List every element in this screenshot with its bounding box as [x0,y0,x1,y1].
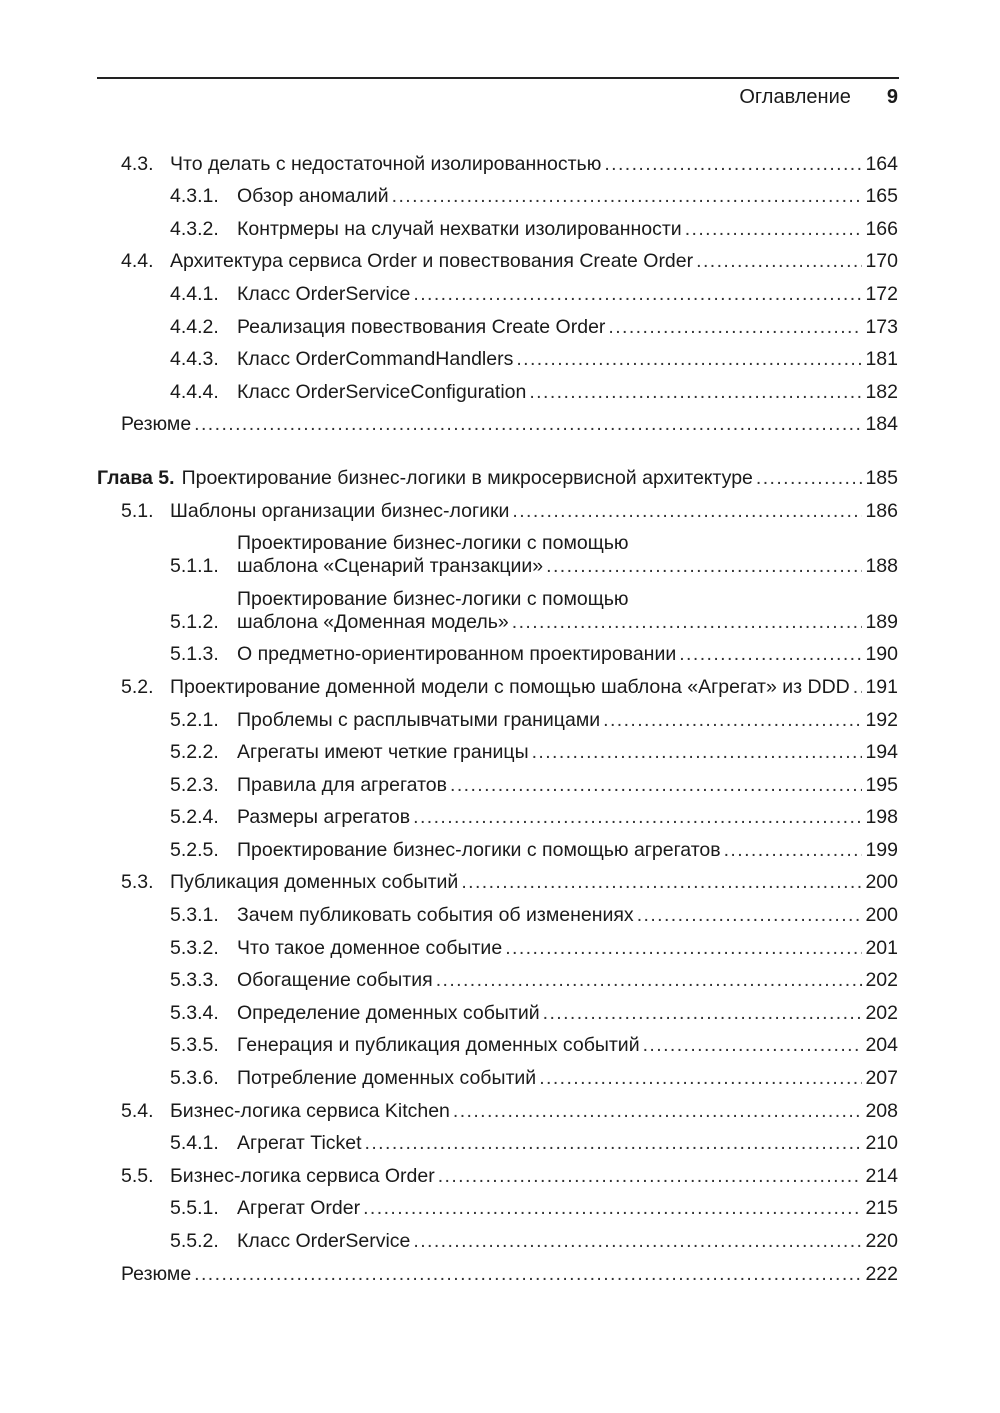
toc-entry [97,523,898,579]
toc-entry [97,490,898,523]
toc-entry-number: 5.2.5. [170,838,219,861]
dot-leader [436,969,863,992]
toc-entry [97,1090,898,1123]
dot-leader [539,1067,862,1090]
dot-leader [365,1132,863,1155]
toc-entry [97,176,898,209]
dot-leader [438,1165,863,1188]
dot-leader [512,500,862,523]
toc-entry-title: Определение доменных событий [237,1001,540,1024]
toc-entry-page: 195 [865,773,898,796]
toc-entry-page: 201 [865,936,898,959]
toc-entry-number: 5.5. [121,1164,154,1187]
toc-entry-title: Бизнес-логика сервиса Order [170,1164,435,1187]
toc-entry-number: 4.4.3. [170,348,219,371]
table-of-contents [97,143,898,1286]
toc-entry-page: 194 [865,741,898,764]
toc-entry-page: 220 [865,1230,898,1252]
dot-leader [392,185,863,208]
toc-entry-title-line1: Проектирование бизнес-логики с помощью [237,587,629,610]
toc-entry-number: 5.2.2. [170,741,219,764]
dot-leader [604,153,862,176]
dot-leader [194,413,862,436]
toc-entry-number: 5.1.2. [170,610,219,633]
toc-entry-number: 4.3. [121,152,154,175]
toc-entry-page: 185 [865,466,898,489]
toc-entry-title: Обогащение события [237,969,433,992]
toc-entry [97,1123,898,1156]
toc-entry [97,578,898,634]
dot-leader [532,741,863,764]
dot-leader [505,937,862,960]
toc-entry-page: 202 [865,969,898,992]
dot-leader [679,643,862,666]
toc-entry-page: 164 [865,152,898,175]
toc-entry-title: Агрегат Ticket [237,1132,362,1155]
toc-entry-page: 200 [865,871,898,894]
toc-entry-page: 207 [865,1067,898,1090]
toc-entry-number: 5.3. [121,871,154,894]
toc-entry-title: Потребление доменных событий [237,1067,537,1090]
dot-leader [516,348,862,371]
toc-entry-number: 5.2. [121,675,154,698]
toc-entry [97,992,898,1025]
dot-leader [756,467,863,490]
toc-entry-page: 222 [865,1262,898,1285]
dot-leader [724,839,863,862]
toc-entry-page: 210 [865,1132,898,1155]
dot-leader [643,1034,863,1057]
toc-entry-page: 204 [865,1034,898,1057]
toc-entry-number: 5.1.1. [170,555,219,578]
toc-entry-page: 189 [865,610,898,633]
page-number: 9 [886,86,898,108]
dot-leader [637,904,863,927]
toc-entry-page: 190 [865,643,898,666]
toc-entry-number: 5.3.3. [170,969,219,992]
toc-entry-page: 208 [865,1099,898,1122]
dot-leader [685,218,863,241]
dot-leader [543,1002,863,1025]
toc-entry-title: Размеры агрегатов [237,806,411,829]
dot-leader [413,283,862,306]
toc-entry-number: 5.3.1. [170,904,219,927]
toc-summary-entry [97,1253,898,1286]
toc-entry-page: 181 [865,348,898,371]
toc-entry-number: 5.5.2. [170,1230,219,1252]
toc-entry-title: Класс OrderService [237,1230,411,1252]
dot-leader [512,611,863,634]
toc-entry-title: Бизнес-логика сервиса Kitchen [170,1099,450,1122]
toc-entry [97,634,898,667]
toc-entry-page: 191 [865,675,898,698]
dot-leader [453,1100,863,1123]
toc-entry-page: 172 [865,282,898,305]
toc-entry-title: Что такое доменное событие [237,936,503,959]
dot-leader [696,250,862,273]
toc-entry-page: 200 [865,904,898,927]
toc-summary-entry [97,404,898,437]
toc-entry [97,797,898,830]
toc-entry [97,764,898,797]
dot-leader [608,316,862,339]
toc-entry-title: Зачем публиковать события об изменениях [237,904,634,927]
toc-entry-page: 186 [865,499,898,522]
toc-entry [97,666,898,699]
toc-entry [97,306,898,339]
toc-entry-title: Класс OrderService [237,282,411,305]
dot-leader [413,1230,862,1253]
toc-entry-number: 5.3.2. [170,936,219,959]
toc-entry-title: Архитектура сервиса Order и повествования Create Order [170,250,694,273]
toc-entry-title: Класс OrderServiceConfiguration [237,380,527,403]
toc-entry-title: Шаблоны организации бизнес-логики [170,499,510,522]
dot-leader [413,806,862,829]
toc-entry-page: 192 [865,708,898,731]
toc-entry-number: 5.1.3. [170,643,219,666]
toc-entry [97,960,898,993]
toc-entry-page: 166 [865,217,898,240]
toc-entry-title: Контрмеры на случай нехватки изолированности [237,217,682,240]
toc-entry [97,829,898,862]
toc-entry-page: 188 [865,555,898,578]
toc-entry-number: 5.3.5. [170,1034,219,1057]
toc-entry-title: Агрегаты имеют четкие границы [237,741,529,764]
toc-entry-title: О предметно-ориентированном проектировании [237,643,677,666]
toc-entry [97,371,898,404]
toc-entry-title: Реализация повествования Create Order [237,315,606,338]
toc-entry-title: Резюме [121,413,192,436]
toc-entry-number: 5.3.4. [170,1001,219,1024]
toc-entry-page: 202 [865,1001,898,1024]
toc-entry-number: 4.4.4. [170,380,219,403]
toc-entry [97,927,898,960]
toc-entry-number: 5.2.1. [170,708,219,731]
toc-entry [97,1057,898,1090]
section-title: Оглавление [739,86,851,108]
toc-entry-page: 215 [865,1197,898,1220]
toc-entry [97,1188,898,1221]
toc-entry-page: 199 [865,838,898,861]
toc-chapter-entry [97,457,898,490]
toc-entry [97,1155,898,1188]
toc-entry-number: 5.2.3. [170,773,219,796]
toc-entry [97,143,898,176]
toc-entry-number: 4.3.1. [170,185,219,208]
toc-entry-title: Обзор аномалий [237,185,389,208]
running-head [739,86,898,109]
toc-entry [97,862,898,895]
toc-entry-number: 5.5.1. [170,1197,219,1220]
toc-entry-number: 5.4. [121,1099,154,1122]
dot-leader [461,871,862,894]
dot-leader [450,774,862,797]
toc-entry-number: 4.4.2. [170,315,219,338]
toc-entry-title: Проблемы с расплывчатыми границами [237,708,601,731]
toc-entry-title: Класс OrderCommandHandlers [237,348,514,371]
toc-entry-title: Генерация и публикация доменных событий [237,1034,640,1057]
toc-entry-number: Глава 5. [97,466,175,489]
toc-entry-page: 182 [865,380,898,403]
toc-entry-page: 198 [865,806,898,829]
toc-entry [97,894,898,927]
header-rule [97,77,899,79]
toc-entry [97,699,898,732]
toc-entry-number: 5.1. [121,499,154,522]
toc-entry-page: 170 [865,250,898,273]
toc-entry-number: 4.4. [121,250,154,273]
toc-entry-title: шаблона «Сценарий транзакции» [237,555,544,578]
toc-entry-number: 5.2.4. [170,806,219,829]
toc-entry [97,208,898,241]
toc-entry-page: 184 [865,413,898,436]
toc-entry-title: Проектирование бизнес-логики в микросервисной архитектуре [181,466,753,489]
toc-entry-title: Агрегат Order [237,1197,361,1220]
toc-entry-page: 173 [865,315,898,338]
toc-entry-title: Публикация доменных событий [170,871,459,894]
toc-entry-number: 4.3.2. [170,217,219,240]
dot-leader [363,1197,862,1220]
toc-entry-title: Правила для агрегатов [237,773,447,796]
toc-entry [97,339,898,372]
toc-entry-title: Что делать с недостаточной изолированностью [170,152,602,175]
toc-entry-page: 214 [865,1164,898,1187]
toc-entry-title: шаблона «Доменная модель» [237,610,509,633]
toc-entry-number: 5.3.6. [170,1067,219,1090]
toc-entry-title: Проектирование доменной модели с помощью шаблона «Агрегат» из DDD [170,675,850,698]
toc-entry-title: Резюме [121,1262,192,1285]
dot-leader [546,555,862,578]
toc-entry [97,1220,898,1253]
toc-entry [97,732,898,765]
toc-entry-title-line1: Проектирование бизнес-логики с помощью [237,532,629,555]
toc-entry [97,241,898,274]
toc-entry-number: 5.4.1. [170,1132,219,1155]
toc-entry-number: 4.4.1. [170,282,219,305]
toc-entry-page: 165 [865,185,898,208]
dot-leader [603,709,862,732]
dot-leader [529,381,862,404]
dot-leader [853,676,863,699]
toc-entry-title: Проектирование бизнес-логики с помощью агрегатов [237,838,721,861]
toc-entry [97,273,898,306]
dot-leader [194,1263,862,1286]
toc-entry [97,1025,898,1058]
